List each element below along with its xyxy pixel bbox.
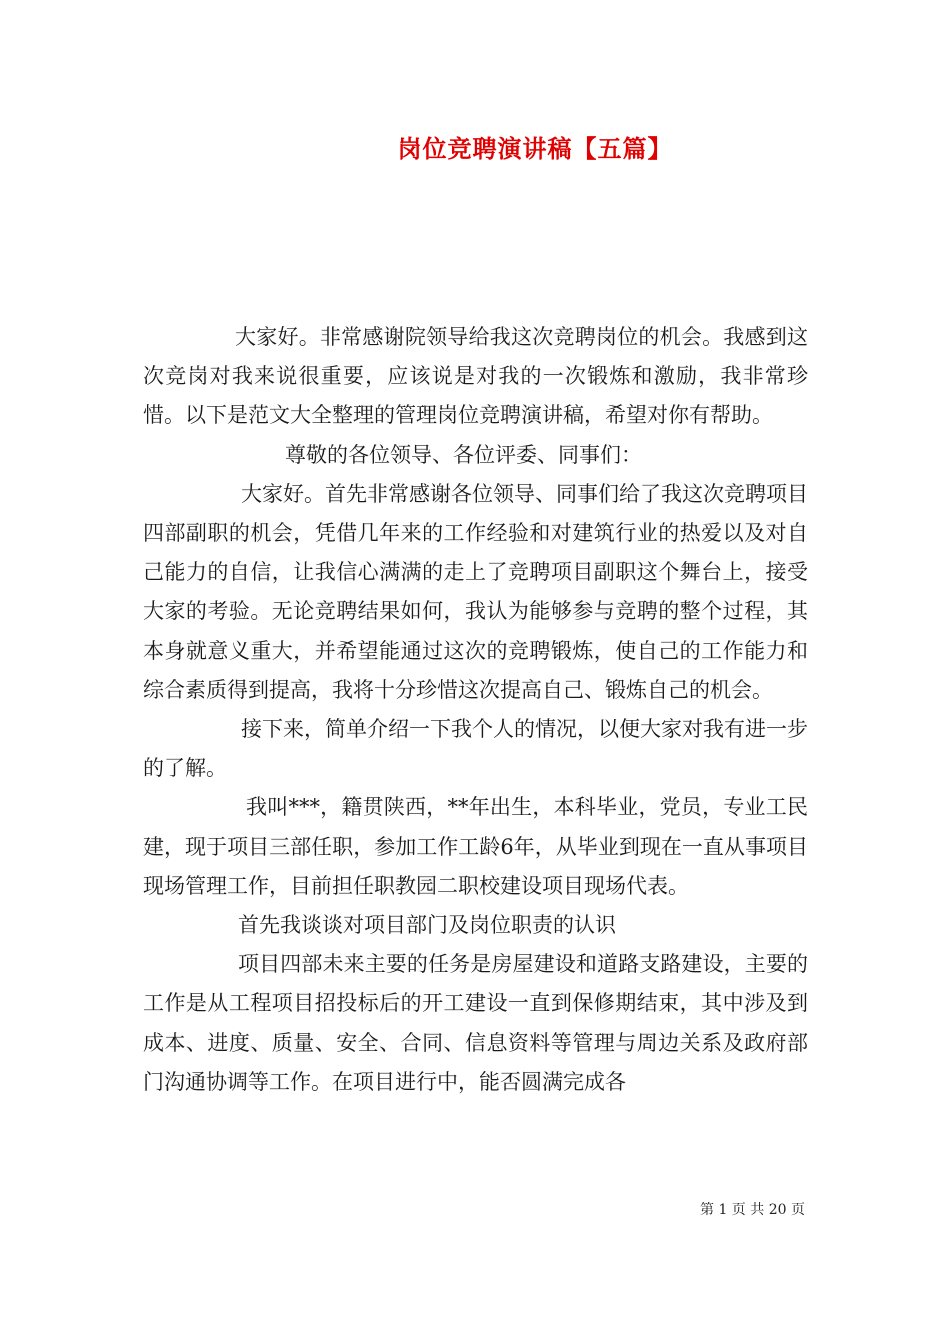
paragraph-transition: 接下来，简单介绍一下我个人的情况，以便大家对我有进一步的了解。 bbox=[143, 717, 808, 781]
page-number: 第 1 页 共 20 页 bbox=[700, 1202, 805, 1218]
paragraph-greeting: 尊敬的各位领导、各位评委、同事们： bbox=[285, 442, 642, 467]
paragraph-intro: 大家好。非常感谢院领导给我这次竞聘岗位的机会。我感到这次竞岗对我来说很重要，应该说是对我的一次锻炼和激励，我非常珍惜。以下是范文大全整理的管理岗位竞聘演讲稿，希望对你有帮助。 bbox=[143, 325, 808, 428]
document-title: 岗位竞聘演讲稿【五篇】 bbox=[397, 134, 673, 163]
paragraph-duties: 项目四部未来主要的任务是房屋建设和道路支路建设，主要的工作是从工程项目招投标后的开工建设一直到保修期结束，其中涉及到成本、进度、质量、安全、合同、信息资料等管理与周边关系及政府部门沟通协调等工作。在项目进行中，能否圆满完成各 bbox=[143, 952, 808, 1094]
paragraph-opening: 大家好。首先非常感谢各位领导、同事们给了我这次竞聘项目四部副职的机会，凭借几年来的工作经验和对建筑行业的热爱以及对自己能力的自信，让我信心满满的走上了竞聘项目副职这个舞台上，接受大家的考验。无论竞聘结果如何，我认为能够参与竞聘的整个过程，其本身就意义重大，并希望能通过这次的竞聘锻炼，使自己的工作能力和综合素质得到提高，我将十分珍惜这次提高自己、锻炼自己的机会。 bbox=[143, 481, 808, 702]
paragraph-section-heading: 首先我谈谈对项目部门及岗位职责的认识 bbox=[238, 913, 616, 938]
document-body bbox=[143, 318, 808, 1102]
paragraph-self-intro: 我叫***，籍贯陕西，**年出生，本科毕业，党员，专业工民建，现于项目三部任职，参加工作工龄6年，从毕业到现在一直从事项目现场管理工作，目前担任职教园二职校建设项目现场代表。 bbox=[143, 795, 808, 898]
